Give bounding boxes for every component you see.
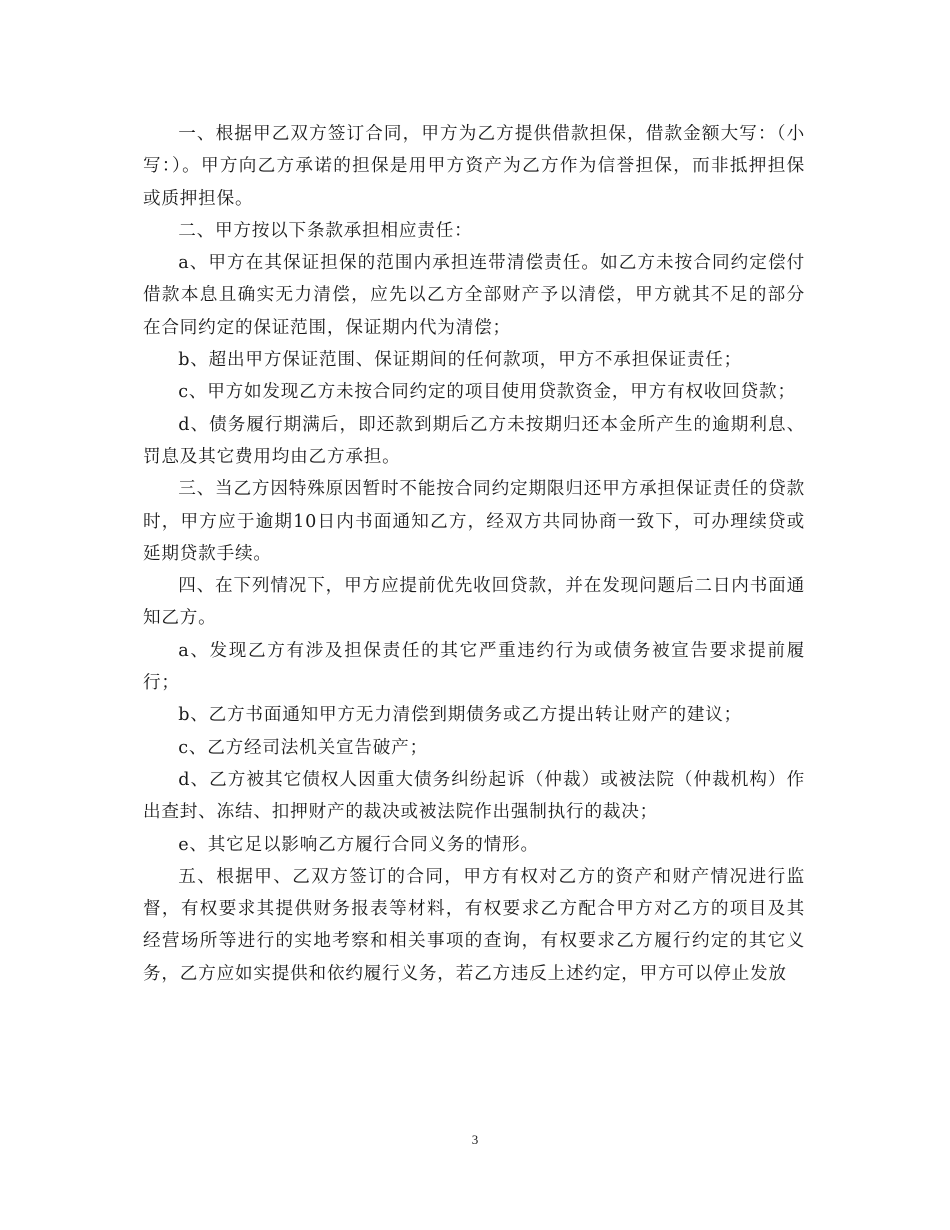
page-number: 3 <box>471 1132 479 1147</box>
clause-2-item-a: a、甲方在其保证担保的范围内承担连带清偿责任。如乙方未按合同约定偿付借款本息且确实无力清偿，应先以乙方全部财产予以清偿，甲方就其不足的部分在合同约定的保证范围，保证期内代为清偿； <box>143 253 805 338</box>
clause-2-item-d: d、债务履行期满后，即还款到期后乙方未按期归还本金所产生的逾期利息、罚息及其它费用均由乙方承担。 <box>143 414 805 467</box>
clause-4-heading: 四、在下列情况下，甲方应提前优先收回贷款，并在发现问题后二日内书面通知乙方。 <box>143 576 805 629</box>
clause-2-item-c: c、甲方如发现乙方未按合同约定的项目使用贷款资金，甲方有权收回贷款； <box>178 382 796 403</box>
clause-1: 一、根据甲乙双方签订合同，甲方为乙方提供借款担保，借款金额大写：（小写：）。甲方向乙方承诺的担保是用甲方资产为乙方作为信誉担保，而非抵押担保或质押担保。 <box>143 124 805 209</box>
clause-2-item-b: b、超出甲方保证范围、保证期间的任何款项，甲方不承担保证责任； <box>178 350 743 371</box>
clause-3: 三、当乙方因特殊原因暂时不能按合同约定期限归还甲方承担保证责任的贷款时，甲方应于逾期10日内书面通知乙方，经双方共同协商一致下，可办理续贷或延期贷款手续。 <box>143 479 805 564</box>
clause-4-item-e: e、其它足以影响乙方履行合同义务的情形。 <box>178 834 539 855</box>
clause-4-item-d: d、乙方被其它债权人因重大债务纠纷起诉（仲裁）或被法院（仲裁机构）作出查封、冻结、扣押财产的裁决或被法院作出强制执行的裁决； <box>143 769 805 823</box>
clause-5: 五、根据甲、乙双方签订的合同，甲方有权对乙方的资产和财产情况进行监督，有权要求其提供财务报表等材料，有权要求乙方配合甲方对乙方的项目及其经营场所等进行的实地考察和相关事项的查询，有权要求乙方履行约定的其它义务，乙方应如实提供和依约履行义务，若乙方违反上述约定，甲方可以停止发放 <box>143 866 805 984</box>
document-body <box>143 118 805 990</box>
clause-4-item-b: b、乙方书面通知甲方无力清偿到期债务或乙方提出转让财产的建议； <box>178 705 743 726</box>
clause-2-heading: 二、甲方按以下条款承担相应责任： <box>178 220 473 241</box>
clause-4-item-c: c、乙方经司法机关宣告破产； <box>178 737 428 758</box>
clause-4-item-a: a、发现乙方有涉及担保责任的其它严重违约行为或债务被宣告要求提前履行； <box>143 640 805 694</box>
